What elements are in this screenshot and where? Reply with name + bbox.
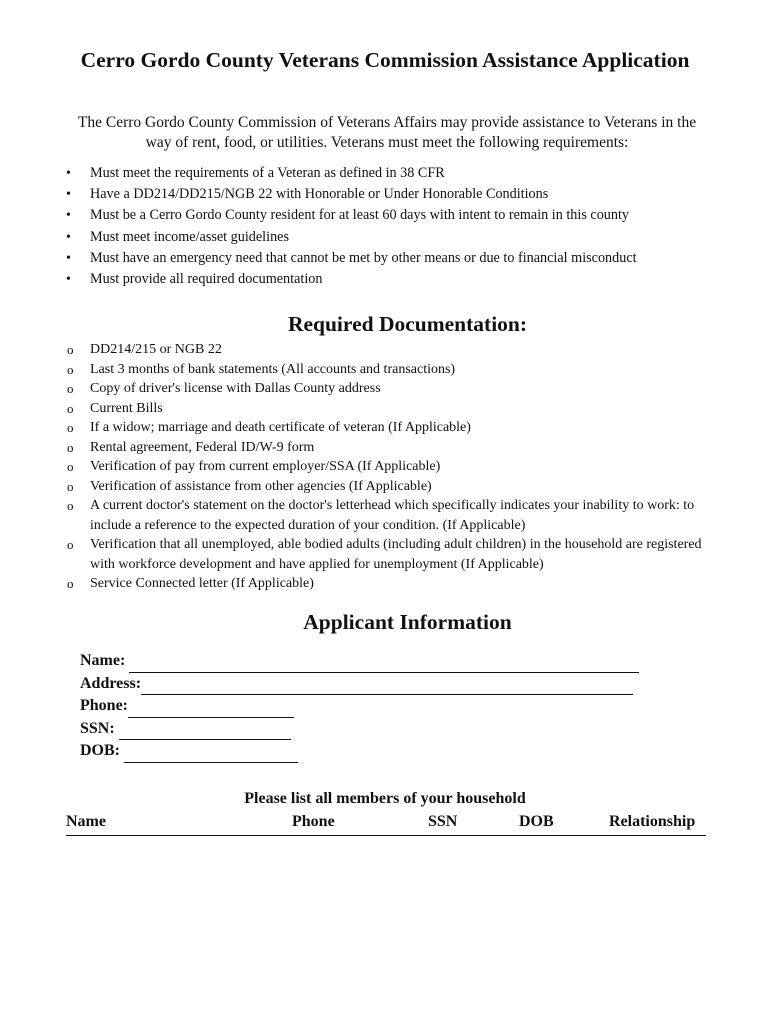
- circle-bullet-icon: o: [67, 537, 74, 552]
- page-title: Cerro Gordo County Veterans Commission Assistance Application: [80, 48, 690, 72]
- applicant-fields: [80, 650, 639, 763]
- name-input-line[interactable]: [129, 657, 639, 673]
- documentation-item: o Verification of pay from current employer/SSA (If Applicable): [62, 457, 720, 477]
- documentation-heading: Required Documentation:: [287, 312, 528, 336]
- ssn-label: SSN:: [80, 719, 115, 737]
- bullet-icon: •: [66, 271, 71, 287]
- documentation-item: o Verification that all unemployed, able bodied adults (including adult children) in the household are registered with workforce development and have applied for unemployment (If Applicable): [67, 537, 702, 572]
- column-header-name: Name: [66, 813, 106, 830]
- bullet-icon: •: [66, 250, 71, 266]
- circle-bullet-icon: o: [67, 381, 74, 396]
- household-table-header: [66, 813, 706, 836]
- requirements-list: [60, 163, 637, 290]
- circle-bullet-icon: o: [67, 478, 74, 494]
- phone-input-line[interactable]: [128, 702, 294, 718]
- applicant-heading: Applicant Information: [303, 610, 512, 634]
- documentation-item: o Service Connected letter (If Applicable): [62, 574, 720, 594]
- dob-input-line[interactable]: [124, 747, 298, 763]
- intro-line-2: way of rent, food, or utilities. Veterans must meet the following requirements:: [145, 134, 629, 151]
- column-header-phone: Phone: [292, 813, 335, 830]
- documentation-item: o Rental agreement, Federal ID/W-9 form: [62, 438, 720, 458]
- circle-bullet-icon: o: [67, 439, 74, 455]
- requirement-item: • Have a DD214/DD215/NGB 22 with Honorable or Under Honorable Conditions: [60, 184, 637, 205]
- household-title: Please list all members of your household: [244, 790, 526, 807]
- bullet-icon: •: [66, 187, 71, 203]
- documentation-item: o Last 3 months of bank statements (All accounts and transactions): [62, 360, 720, 380]
- bullet-icon: •: [66, 166, 71, 181]
- requirement-item: • Must be a Cerro Gordo County resident for at least 60 days with intent to remain in this county: [60, 205, 637, 226]
- column-header-ssn: SSN: [428, 813, 458, 830]
- circle-bullet-icon: o: [67, 498, 74, 513]
- documentation-item: o If a widow; marriage and death certificate of veteran (If Applicable): [62, 418, 720, 438]
- intro-paragraph: [55, 113, 719, 153]
- name-field: [80, 650, 639, 673]
- address-field: [80, 673, 639, 696]
- name-label: Name:: [80, 652, 126, 669]
- requirement-item: • Must have an emergency need that cannot be met by other means or due to financial misconduct: [60, 248, 637, 269]
- phone-label: Phone:: [80, 697, 128, 714]
- ssn-field: [80, 718, 639, 741]
- requirement-item: • Must provide all required documentation: [60, 269, 637, 290]
- dob-field: [80, 740, 639, 763]
- requirement-item: • Must meet income/asset guidelines: [60, 227, 637, 248]
- documentation-item: o DD214/215 or NGB 22: [62, 340, 720, 360]
- documentation-item: o Verification of assistance from other agencies (If Applicable): [62, 477, 720, 497]
- requirement-item: • Must meet the requirements of a Veteran as defined in 38 CFR: [60, 163, 637, 184]
- address-label: Address:: [80, 674, 142, 692]
- intro-line-1: The Cerro Gordo County Commission of Veterans Affairs may provide assistance to Veterans in the: [77, 114, 697, 131]
- column-header-relationship: Relationship: [609, 813, 696, 830]
- circle-bullet-icon: o: [67, 459, 74, 474]
- column-header-dob: DOB: [519, 813, 554, 830]
- dob-label: DOB:: [80, 742, 120, 759]
- documentation-item: o Copy of driver's license with Dallas County address: [62, 379, 720, 399]
- phone-field: [80, 695, 639, 718]
- documentation-list: [62, 340, 720, 594]
- documentation-item: o Current Bills: [62, 399, 720, 419]
- bullet-icon: •: [66, 208, 71, 224]
- circle-bullet-icon: o: [67, 420, 74, 435]
- bullet-icon: •: [66, 229, 71, 245]
- address-input-line[interactable]: [141, 679, 633, 695]
- circle-bullet-icon: o: [67, 361, 74, 377]
- circle-bullet-icon: o: [67, 342, 74, 357]
- circle-bullet-icon: o: [67, 400, 74, 416]
- ssn-input-line[interactable]: [119, 724, 291, 740]
- documentation-item: o A current doctor's statement on the doctor's letterhead which specifically indicates your inability to work: to include a reference to the expected duration of your condition. (If Applicable): [67, 498, 695, 533]
- circle-bullet-icon: o: [67, 576, 74, 591]
